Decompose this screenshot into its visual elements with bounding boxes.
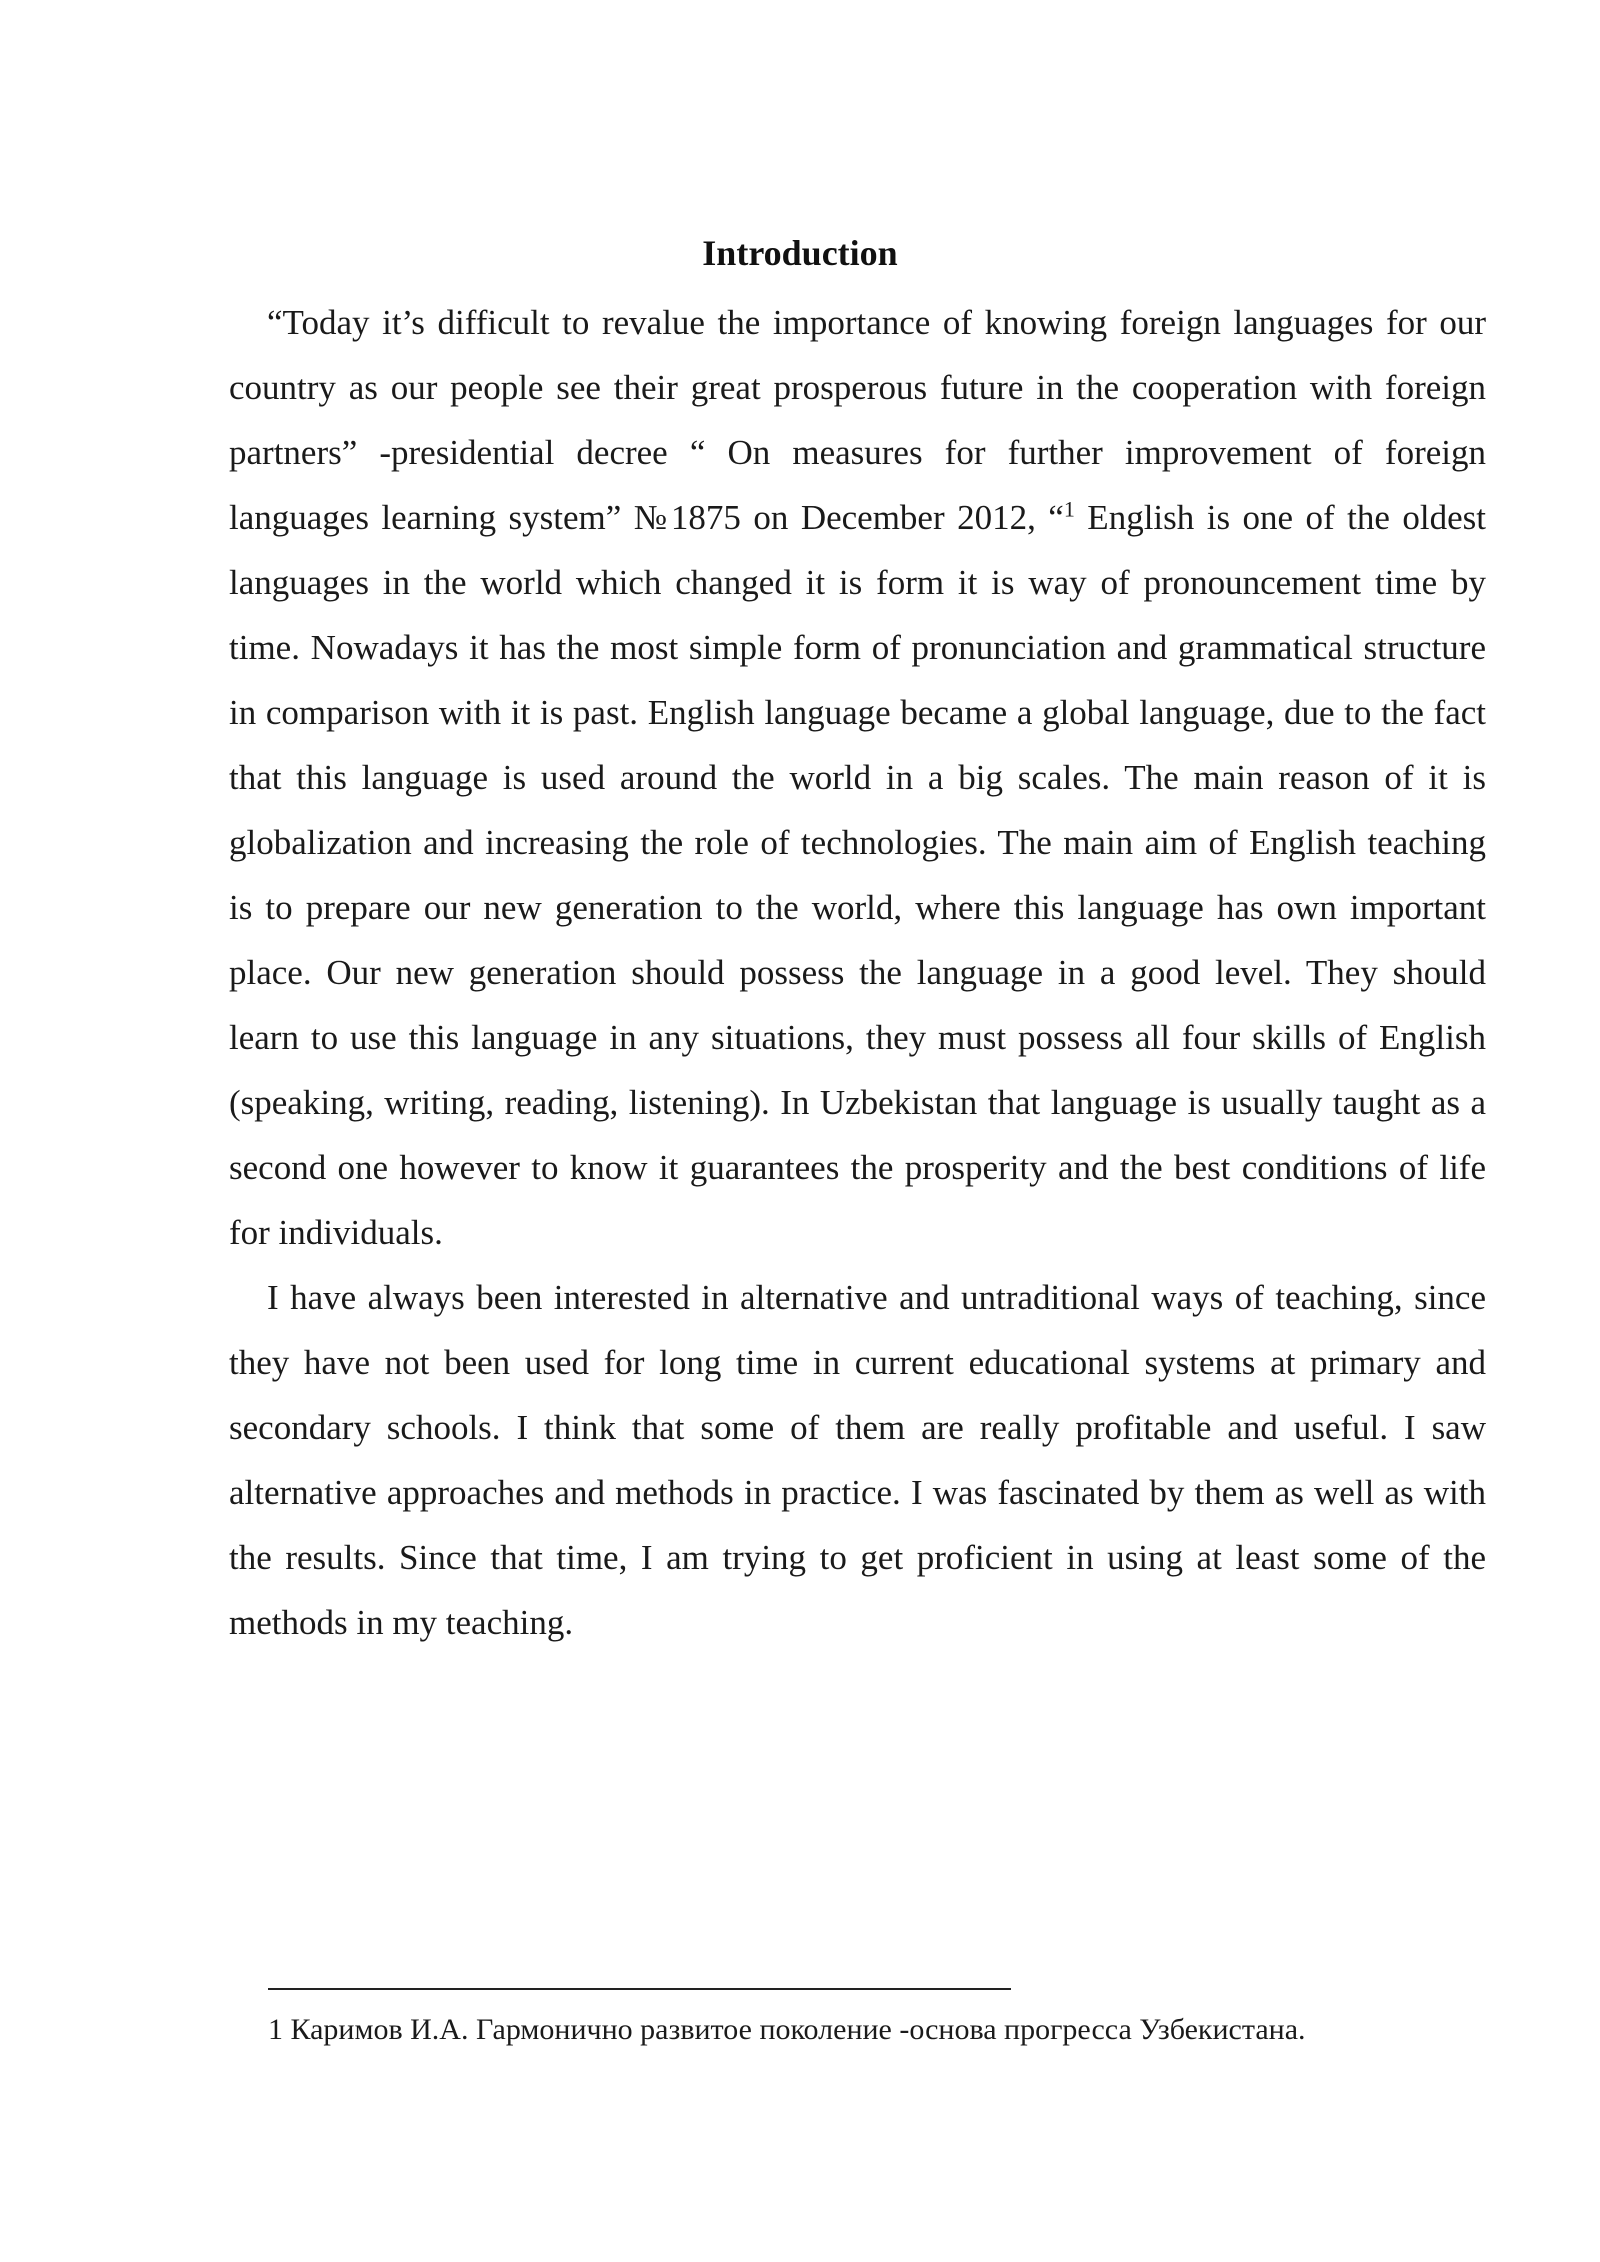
paragraph-1 [229,290,1486,1265]
body-text [229,290,1486,1655]
paragraph-2: I have always been interested in alternative and untraditional ways of teaching, since they have not been used for long time in current educational systems at primary and secondary schools. I think that some of them are really profitable and useful. I saw alternative approaches and methods in practice. I was fascinated by them as well as with the results. Since that time, I am trying to get proficient in using at least some of the methods in my teaching. [229,1278,1486,1642]
paragraph-1-text-a: “Today it’s difficult to revalue the importance of knowing foreign languages for our country as our people see their great prosperous future in the cooperation with foreign partners” -presidential decree “ On measures for further improvement of foreign languages learning system” №1875 on December 2012, “ [229,303,1486,537]
footnote-separator [268,1988,1011,1990]
page-title: Introduction [702,233,898,273]
footnote-reference: 1 [1063,496,1075,522]
footnote: 1 Каримов И.А. Гармонично развитое поколение -основа прогресса Узбекистана. [268,2013,1306,2046]
paragraph-1-text-b: English is one of the oldest languages in the world which changed it is form it is way of pronouncement time by time. Nowadays it has the most simple form of pronunciation and grammatical structure in comparison with it is past. English language became a global language, due to the fact that this language is used around the world in a big scales. The main reason of it is globalization and increasing the role of technologies. The main aim of English teaching is to prepare our new generation to the world, where this language has own important place. Our new generation should possess the language in a good level. They should learn to use this language in any situations, they must possess all four skills of English (speaking, writing, reading, listening). In Uzbekistan that language is usually taught as a second one however to know it guarantees the prosperity and the best conditions of life for individuals. [229,498,1486,1252]
